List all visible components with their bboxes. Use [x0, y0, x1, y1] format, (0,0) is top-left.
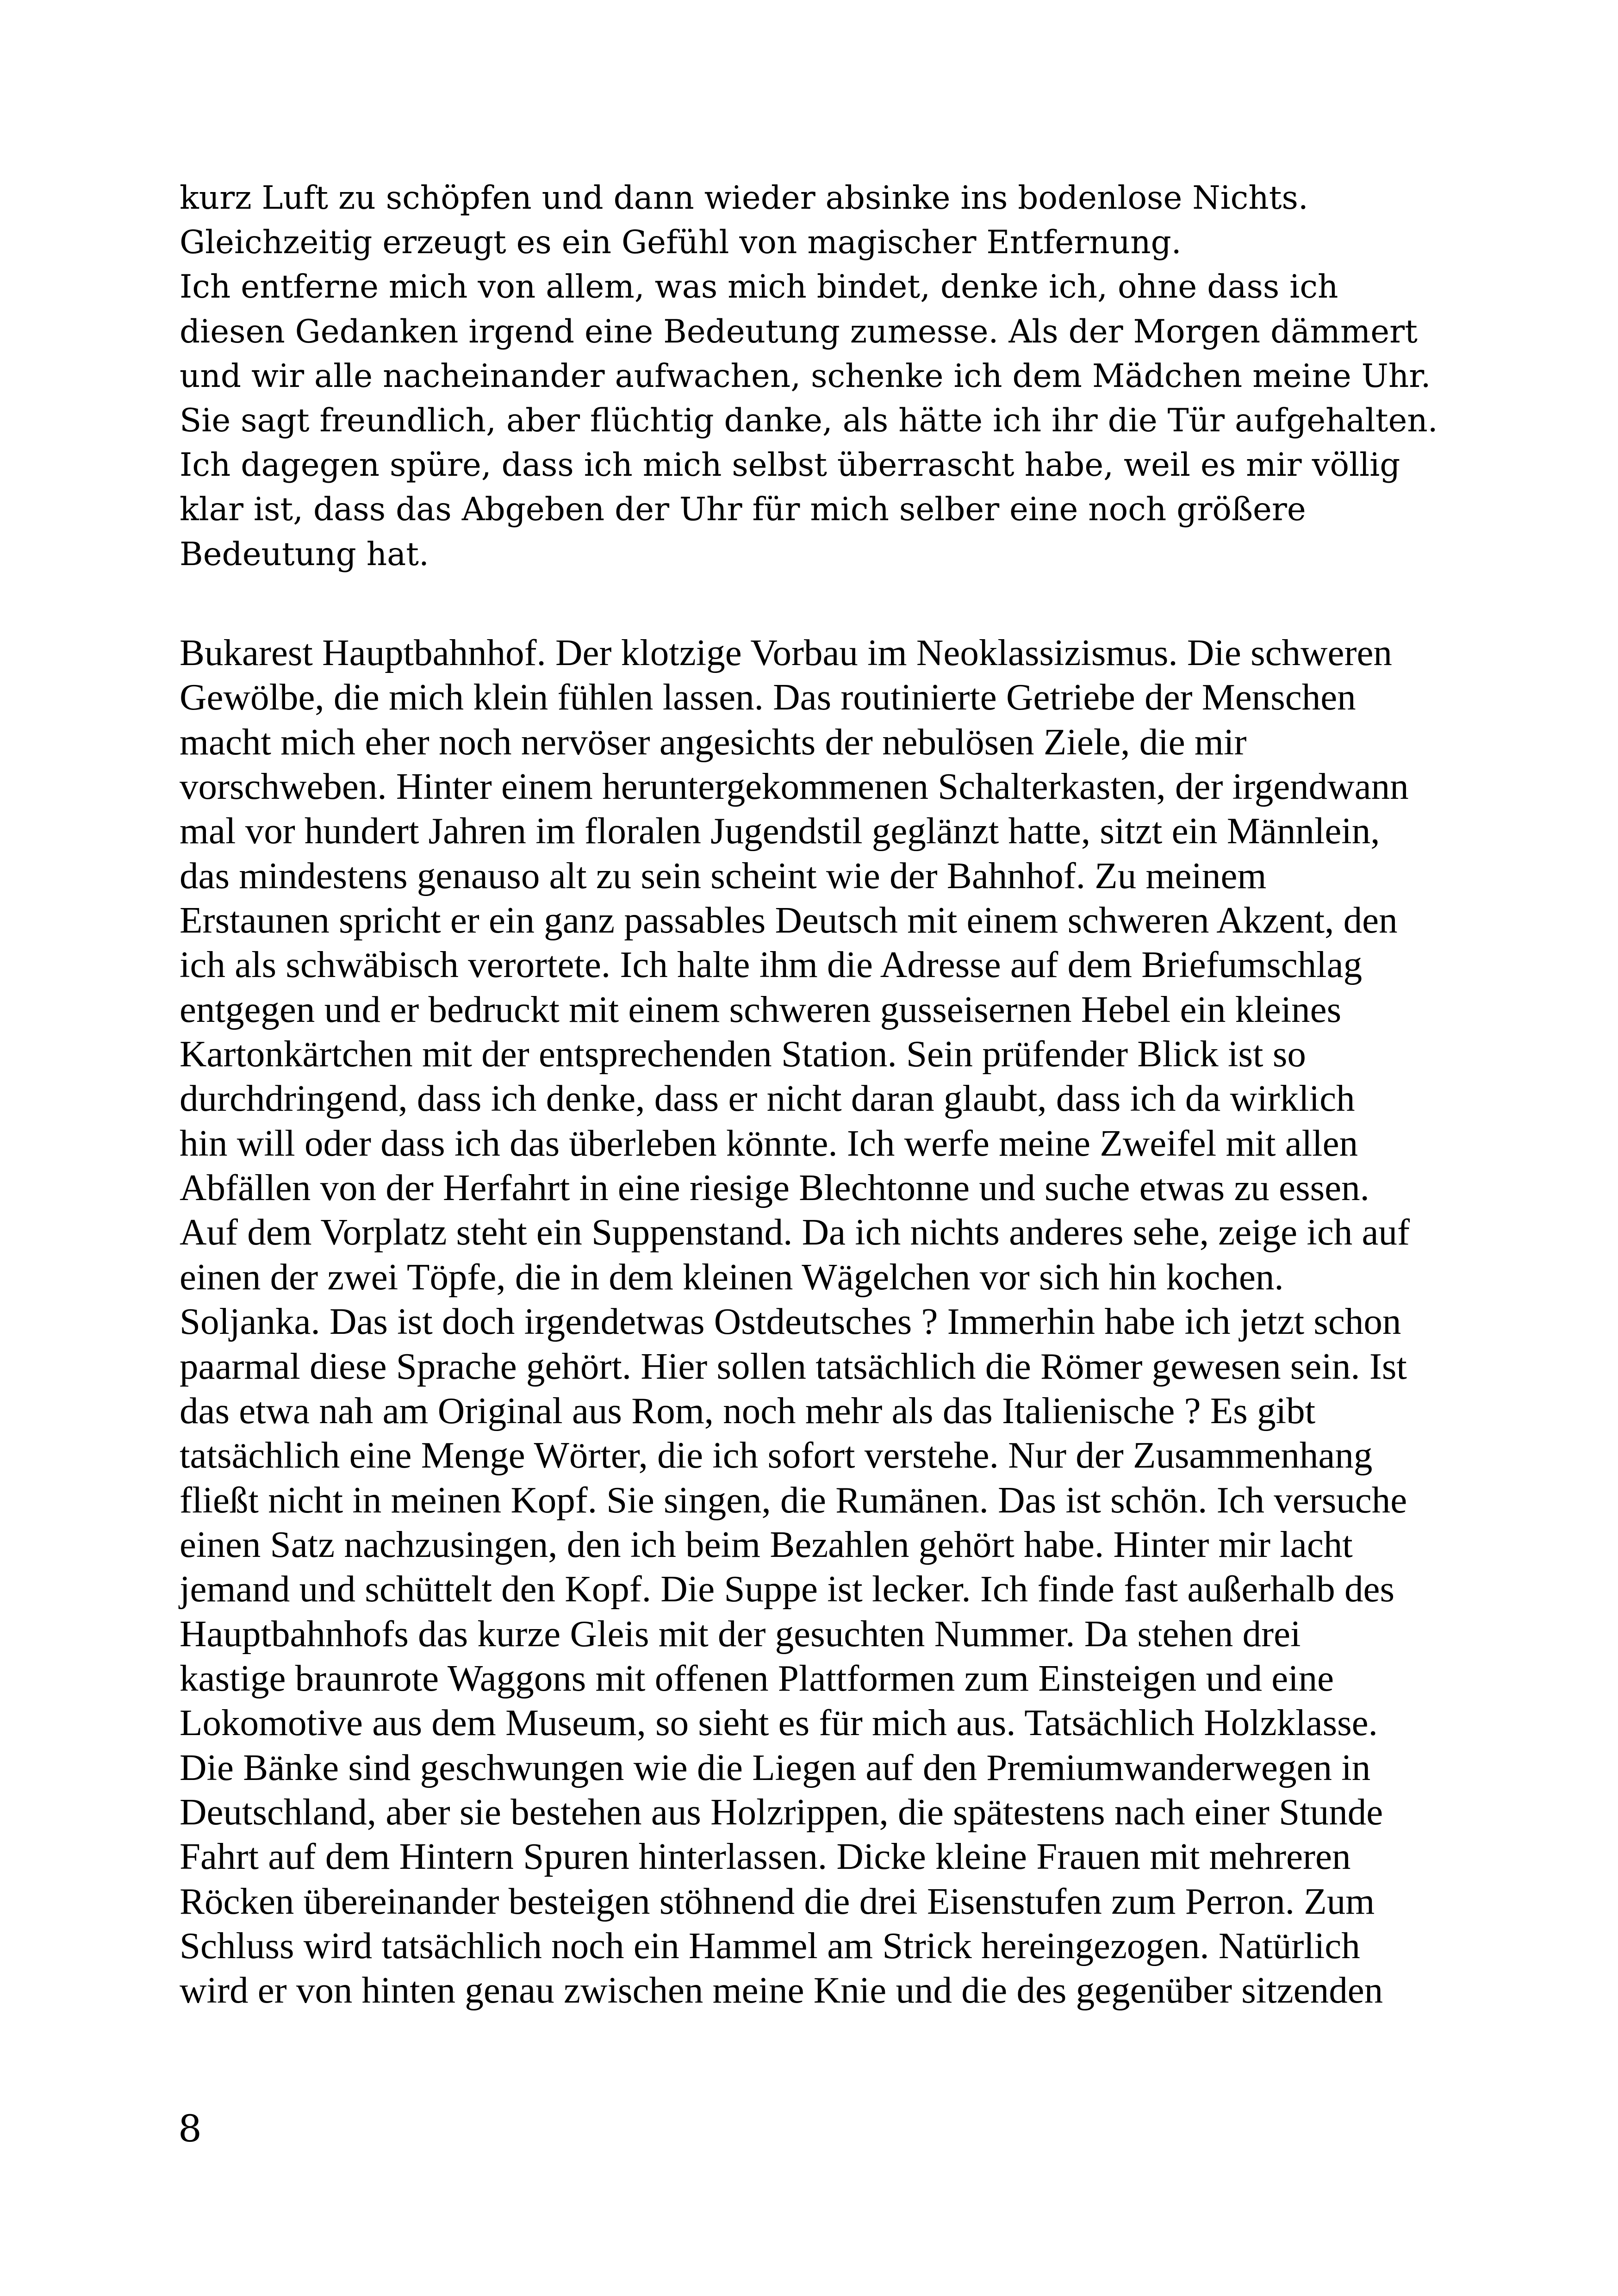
text-line: Die Bänke sind geschwungen wie die Liegen auf den Premiumwanderwegen in	[180, 1746, 1371, 1788]
paragraph-1	[180, 176, 1457, 577]
text-line: wird er von hinten genau zwischen meine Knie und die des gegenüber sitzenden	[180, 1969, 1383, 2011]
text-line: das mindestens genauso alt zu sein scheint wie der Bahnhof. Zu meinem	[180, 854, 1267, 896]
text-line: Kartonkärtchen mit der entsprechenden Station. Sein prüfender Blick ist so	[180, 1033, 1306, 1075]
text-line: einen der zwei Töpfe, die in dem kleinen Wägelchen vor sich hin kochen.	[180, 1256, 1284, 1298]
text-line: macht mich eher noch nervöser angesichts der nebulösen Ziele, die mir	[180, 721, 1247, 763]
text-line: Fahrt auf dem Hintern Spuren hinterlassen. Dicke kleine Frauen mit mehreren	[180, 1836, 1351, 1878]
text-line: kurz Luft zu schöpfen und dann wieder absinke ins bodenlose Nichts.	[180, 180, 1308, 217]
text-line: hin will oder dass ich das überleben könnte. Ich werfe meine Zweifel mit allen	[180, 1122, 1358, 1164]
text-line: fließt nicht in meinen Kopf. Sie singen, die Rumänen. Das ist schön. Ich versuche	[180, 1479, 1407, 1521]
text-line: Auf dem Vorplatz steht ein Suppenstand. Da ich nichts anderes sehe, zeige ich auf	[180, 1211, 1410, 1253]
page-number: 8	[178, 2107, 202, 2150]
text-line: einen Satz nachzusingen, den ich beim Bezahlen gehört habe. Hinter mir lacht	[180, 1523, 1353, 1565]
text-line: durchdringend, dass ich denke, dass er nicht daran glaubt, dass ich da wirklich	[180, 1077, 1355, 1120]
text-line: tatsächlich eine Menge Wörter, die ich sofort verstehe. Nur der Zusammenhang	[180, 1434, 1373, 1476]
text-line: Erstaunen spricht er ein ganz passables Deutsch mit einem schweren Akzent, den	[180, 899, 1398, 941]
text-line: klar ist, dass das Abgeben der Uhr für mich selber eine noch größere	[180, 491, 1306, 529]
text-line: ich als schwäbisch verortete. Ich halte ihm die Adresse auf dem Briefumschlag	[180, 944, 1363, 986]
text-line: entgegen und er bedruckt mit einem schweren gusseisernen Hebel ein kleines	[180, 988, 1342, 1030]
text-line: Bedeutung hat.	[180, 535, 429, 573]
text-line: Gleichzeitig erzeugt es ein Gefühl von magischer Entfernung.	[180, 224, 1182, 261]
text-line: vorschweben. Hinter einem heruntergekommenen Schalterkasten, der irgendwann	[180, 765, 1409, 808]
text-line: Lokomotive aus dem Museum, so sieht es für mich aus. Tatsächlich Holzklasse.	[180, 1702, 1378, 1744]
text-line: Ich entferne mich von allem, was mich bindet, denke ich, ohne dass ich	[180, 268, 1338, 306]
text-line: mal vor hundert Jahren im floralen Jugendstil geglänzt hatte, sitzt ein Männlein,	[180, 810, 1380, 852]
text-line: paarmal diese Sprache gehört. Hier sollen tatsächlich die Römer gewesen sein. Ist	[180, 1345, 1407, 1387]
text-line: Gewölbe, die mich klein fühlen lassen. Das routinierte Getriebe der Menschen	[180, 676, 1356, 718]
text-line: Schluss wird tatsächlich noch ein Hammel am Strick hereingezogen. Natürlich	[180, 1924, 1360, 1966]
text-line: jemand und schüttelt den Kopf. Die Suppe ist lecker. Ich finde fast außerhalb des	[180, 1568, 1394, 1610]
text-line: das etwa nah am Original aus Rom, noch mehr als das Italienische ? Es gibt	[180, 1389, 1316, 1431]
text-line: Soljanka. Das ist doch irgendetwas Ostdeutsches ? Immerhin habe ich jetzt schon	[180, 1300, 1401, 1343]
text-line: kastige braunrote Waggons mit offenen Plattformen zum Einsteigen und eine	[180, 1657, 1334, 1699]
text-line: Ich dagegen spüre, dass ich mich selbst überrascht habe, weil es mir völlig	[180, 447, 1400, 484]
text-line: Hauptbahnhofs das kurze Gleis mit der gesuchten Nummer. Da stehen drei	[180, 1612, 1301, 1655]
text-line: Abfällen von der Herfahrt in eine riesige Blechtonne und suche etwas zu essen.	[180, 1167, 1369, 1209]
paragraph-2	[180, 630, 1457, 2013]
text-line: diesen Gedanken irgend eine Bedeutung zumesse. Als der Morgen dämmert	[180, 313, 1418, 350]
text-line: Sie sagt freundlich, aber flüchtig danke, als hätte ich ihr die Tür aufgehalten.	[180, 402, 1438, 440]
text-line: und wir alle nacheinander aufwachen, schenke ich dem Mädchen meine Uhr.	[180, 357, 1431, 395]
text-line: Bukarest Hauptbahnhof. Der klotzige Vorbau im Neoklassizismus. Die schweren	[180, 632, 1392, 673]
text-line: Deutschland, aber sie bestehen aus Holzrippen, die spätestens nach einer Stunde	[180, 1791, 1383, 1833]
text-line: Röcken übereinander besteigen stöhnend die drei Eisenstufen zum Perron. Zum	[180, 1880, 1375, 1922]
